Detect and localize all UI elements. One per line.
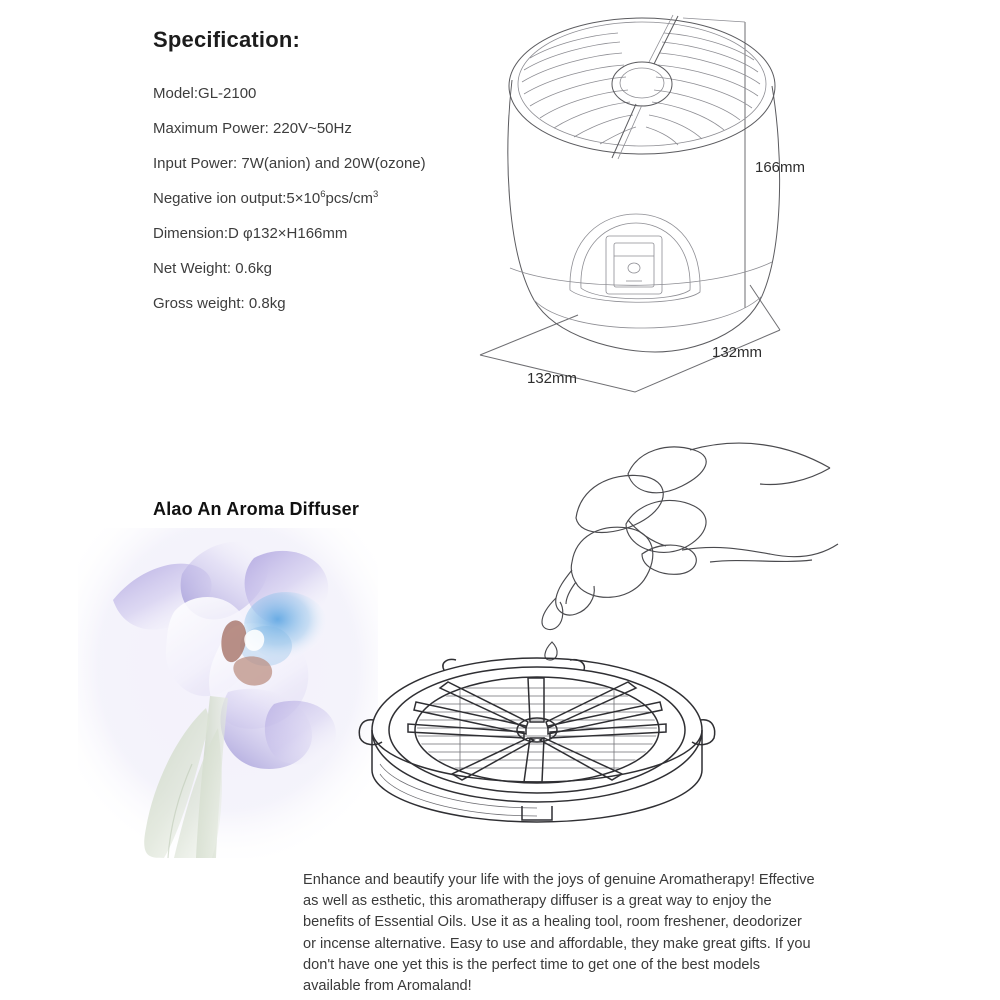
watercolor-flower-image <box>78 528 378 858</box>
spec-item-negative-ion-output <box>153 191 493 206</box>
hand-with-dropper-illustration <box>530 432 850 662</box>
dimension-label-height: 166mm <box>755 159 806 176</box>
power-switch[interactable] <box>570 214 700 302</box>
spec-ion-text: Negative ion output:5×10 <box>153 190 321 208</box>
top-grille <box>509 15 775 159</box>
specification-list <box>153 86 493 311</box>
specification-block <box>153 28 493 331</box>
description-paragraph: Enhance and beautify your life with the joys of genuine Aromatherapy! Effective as well as esthetic, this aromatherapy diffuser is a great way to enjoy the benefits of Essential Oils. Use it as a healing tool, room freshener, deodorizer or incense alternative. Easy to use and affordable, they make great gifts. If you don't have one yet this is the perfect time to get one of the best models available from Aromaland! <box>303 872 815 995</box>
spec-ion-unit-exponent: 3 <box>373 189 379 201</box>
product-description <box>303 870 815 997</box>
filter-disc-drawing <box>352 648 722 848</box>
hand-dropper-drawing <box>530 432 850 662</box>
diffuser-illustration <box>450 0 870 400</box>
spec-item-gross-weight: Gross weight: 0.8kg <box>153 295 286 313</box>
spec-item-dimension: Dimension:D φ132×H166mm <box>153 225 348 243</box>
product-title: Alao An Aroma Diffuser <box>153 499 360 519</box>
spec-item-net-weight: Net Weight: 0.6kg <box>153 260 272 278</box>
diffuser-body <box>508 80 780 352</box>
spec-item-model: Model:GL-2100 <box>153 85 257 103</box>
product-line-drawing <box>450 0 870 400</box>
iris-flower-artwork <box>78 528 378 858</box>
filter-disc-illustration <box>352 648 722 848</box>
dimension-guides <box>480 18 780 392</box>
dimension-label-width: 132mm <box>527 370 578 387</box>
specification-heading: Specification: <box>153 27 301 52</box>
dimension-label-depth: 132mm <box>712 344 763 361</box>
spec-item-input-power: Input Power: 7W(anion) and 20W(ozone) <box>153 155 426 173</box>
spec-ion-unit: pcs/cm <box>325 190 374 208</box>
spec-item-maximum-power: Maximum Power: 220V~50Hz <box>153 120 352 138</box>
spec-ion-exponent: 6 <box>320 189 326 201</box>
